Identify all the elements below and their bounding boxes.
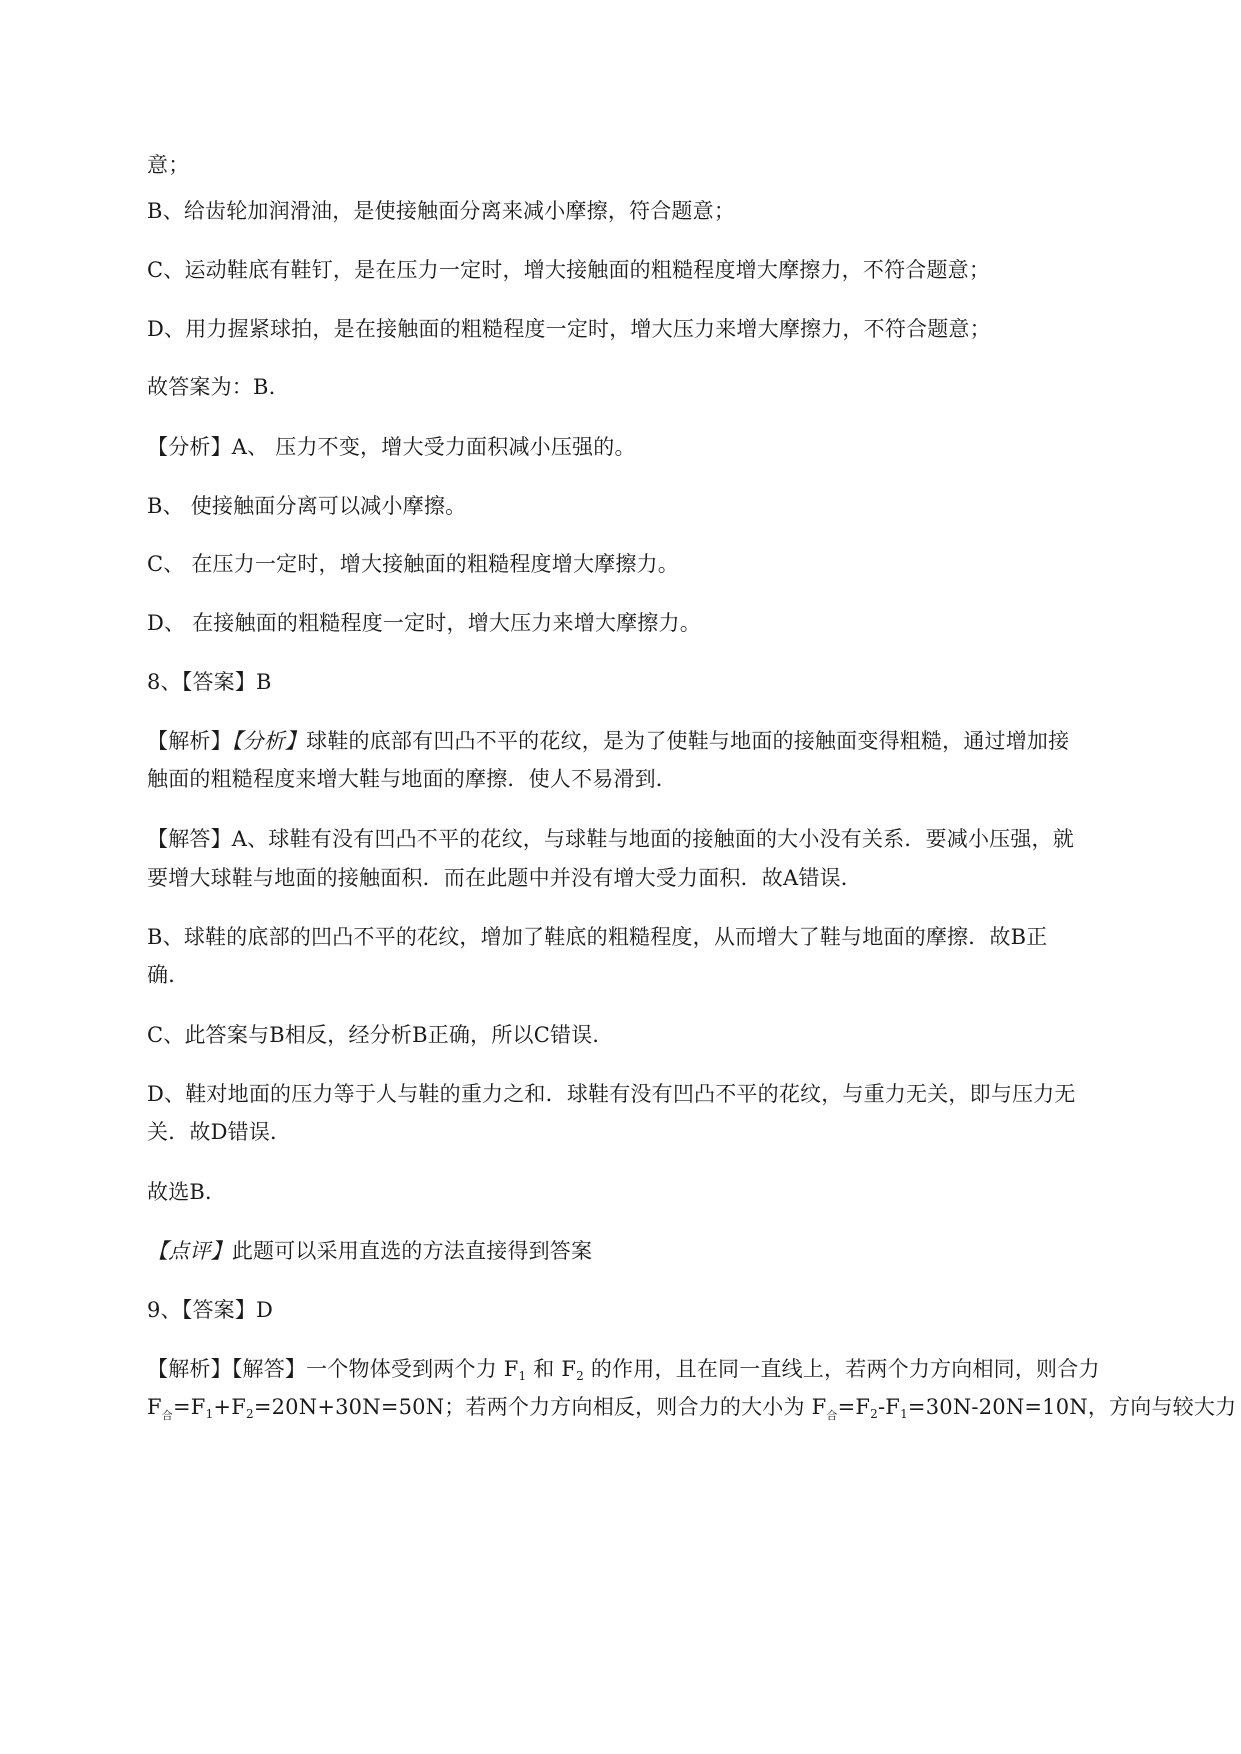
text-line: D、用力握紧球拍，是在接触面的粗糙程度一定时，增大压力来增大摩擦力，不符合题意； — [147, 317, 991, 341]
section-tag-italic: 【分析】 — [231, 729, 307, 753]
text-line: B、 使接触面分离可以减小摩擦。 — [147, 494, 467, 518]
text-line: 【解答】A、球鞋有没有凹凸不平的花纹，与球鞋与地面的接触面的大小没有关系．要减小压强，就 — [147, 827, 1074, 851]
text-line: 关．故D错误． — [147, 1120, 292, 1144]
text-span: =20N+30N=50N；若两个力方向相反，则合力的大小为 F — [253, 1395, 827, 1419]
text-span: =30N-20N=10N，方向与较大力 — [907, 1395, 1237, 1419]
text-span: -F — [877, 1395, 901, 1419]
subscript: 1 — [205, 1407, 214, 1421]
subscript: 2 — [576, 1369, 584, 1383]
text-line: 触面的粗糙程度来增大鞋与地面的摩擦．使人不易滑到． — [147, 767, 677, 791]
text-line: 意； — [147, 153, 190, 177]
text-line: B、球鞋的底部的凹凸不平的花纹，增加了鞋底的粗糙程度，从而增大了鞋与地面的摩擦．故B正 — [147, 925, 1048, 949]
text-line — [147, 1354, 1100, 1384]
text-line — [147, 726, 1069, 756]
text-span: 球鞋的底部有凹凸不平的花纹，是为了使鞋与地面的接触面变得粗糙，通过增加接 — [306, 729, 1070, 753]
text-line: 要增大球鞋与地面的接触面积．而在此题中并没有增大受力面积．故A错误． — [147, 866, 862, 890]
text-span: F — [147, 1395, 162, 1419]
text-line: 故选B． — [147, 1180, 227, 1204]
text-line: 9、【答案】D — [147, 1298, 274, 1322]
subscript: 1 — [518, 1369, 527, 1383]
text-line: 故答案为：B. — [147, 375, 276, 399]
text-span: 此题可以采用直选的方法直接得到答案 — [231, 1239, 593, 1263]
text-span: 【解析】【解答】一个物体受到两个力 F — [147, 1357, 519, 1381]
text-line: 8、【答案】B — [147, 670, 272, 694]
section-tag-italic: 【点评】 — [147, 1239, 232, 1263]
text-line: C、此答案与B相反，经分析B正确，所以C错误． — [147, 1023, 614, 1047]
text-line: D、 在接触面的粗糙程度一定时，增大压力来增大摩擦力。 — [147, 611, 701, 635]
subscript: 2 — [870, 1407, 878, 1421]
section-tag: 【解析】 — [147, 729, 232, 753]
text-span: +F — [213, 1395, 246, 1419]
subscript: 合 — [161, 1409, 173, 1422]
subscript: 1 — [900, 1407, 908, 1421]
subscript: 2 — [245, 1407, 254, 1421]
text-line: C、运动鞋底有鞋钉，是在压力一定时，增大接触面的粗糙程度增大摩擦力，不符合题意； — [147, 258, 991, 282]
subscript: 合 — [826, 1409, 838, 1422]
text-line: 确． — [147, 963, 190, 987]
text-span: 和 F — [526, 1357, 577, 1381]
text-span: =F — [172, 1395, 206, 1419]
text-line — [147, 1236, 592, 1266]
text-line: 【分析】A、 压力不变，增大受力面积减小压强的。 — [147, 435, 636, 459]
text-line: D、鞋对地面的压力等于人与鞋的重力之和．球鞋有没有凹凸不平的花纹，与重力无关，即与压力无 — [147, 1082, 1076, 1106]
text-line: B、给齿轮加润滑油，是使接触面分离来减小摩擦，符合题意； — [147, 199, 736, 223]
text-line: C、 在压力一定时，增大接触面的粗糙程度增大摩擦力。 — [147, 552, 679, 576]
text-line — [147, 1392, 1236, 1422]
text-span: =F — [837, 1395, 871, 1419]
text-span: 的作用，且在同一直线上，若两个力方向相同，则合力 — [583, 1357, 1100, 1381]
